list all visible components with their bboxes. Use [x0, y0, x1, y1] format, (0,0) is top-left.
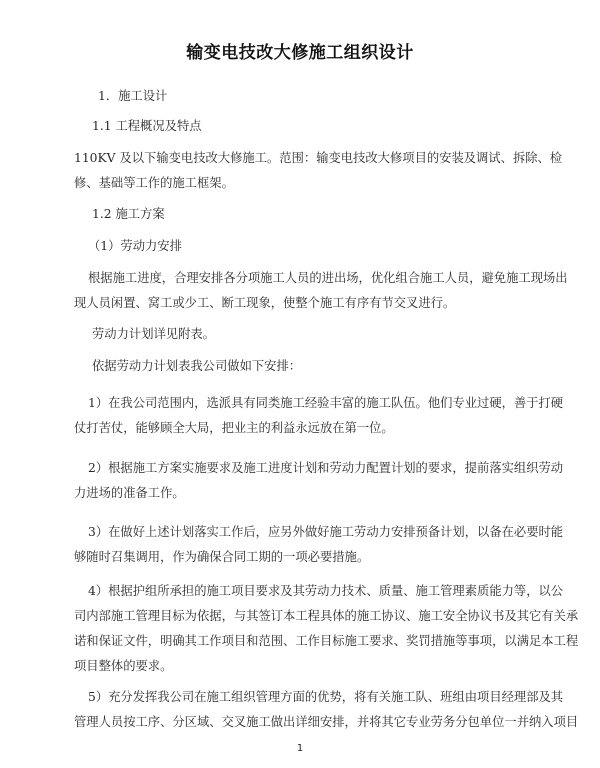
paragraph-line: 够随时召集调用，作为确保合同工期的一项必要措施。	[74, 550, 370, 564]
page-number: 1	[296, 743, 304, 754]
document-title: 输变电技改大修施工组织设计	[186, 43, 414, 63]
paragraph-line: 根据施工进度，合理安排各分项施工人员的进出场，优化组合施工人员，避免施工现场出	[88, 271, 568, 285]
list-item-2	[74, 456, 564, 506]
paragraph-labor	[74, 266, 568, 316]
list-item-1	[74, 391, 564, 441]
paragraph-line: 110KV 及以下输变电技改大修施工。范围：输变电技改大修项目的安装及调试、拆除、检	[74, 151, 563, 165]
heading-labor-arrangement: （1）劳动力安排	[88, 239, 182, 253]
paragraph-labor-plan: 劳动力计划详见附表。	[92, 327, 215, 341]
paragraph-line: 2）根据施工方案实施要求及施工进度计划和劳动力配置计划的要求，提前落实组织劳动	[88, 461, 564, 475]
section-heading-construction-design: 1．施工设计	[98, 89, 168, 103]
paragraph-overview	[74, 146, 563, 196]
paragraph-line: 仗打苦仗，能够顾全大局，把业主的利益永远放在第一位。	[74, 421, 394, 435]
paragraph-line: 3）在做好上述计划落实工作后，应另外做好施工劳动力安排预备计划，以备在必要时能	[88, 525, 564, 539]
paragraph-line: 管理人员按工序、分区域、交叉施工做出详细安排，并将其它专业劳务分包单位一并纳入项目	[74, 715, 579, 729]
paragraph-line: 司内部施工管理目标为依据，与其签订本工程具体的施工协议、施工安全协议书及其它有关承	[74, 609, 579, 623]
paragraph-line: 力进场的准备工作。	[74, 486, 185, 500]
paragraph-line: 修、基础等工作的施工框架。	[74, 176, 234, 190]
paragraph-line: 现人员闲置、窝工或少工、断工现象，使整个施工有序有节交叉进行。	[74, 296, 456, 310]
paragraph-line: 诺和保证文件，明确其工作项目和范围、工作目标施工要求、奖罚措施等事项，以满足本工程	[74, 634, 579, 648]
subsection-heading-overview: 1.1 工程概况及特点	[92, 119, 202, 133]
list-item-5	[74, 685, 579, 735]
paragraph-line: 1）在我公司范围内，选派具有同类施工经验丰富的施工队伍。他们专业过硬，善于打硬	[88, 396, 564, 410]
paragraph-line: 5）充分发挥我公司在施工组织管理方面的优势，将有关施工队、班组由项目经理部及其	[88, 690, 564, 704]
subsection-heading-plan: 1.2 施工方案	[92, 207, 165, 221]
paragraph-line: 项目整体的要求。	[74, 659, 173, 673]
paragraph-line: 4）根据护组所承担的施工项目要求及其劳动力技术、质量、施工管理素质能力等，以公	[88, 584, 564, 598]
list-item-4	[74, 579, 579, 679]
paragraph-arrangement-intro: 依据劳动力计划表我公司做如下安排：	[92, 359, 302, 373]
list-item-3	[74, 520, 564, 570]
